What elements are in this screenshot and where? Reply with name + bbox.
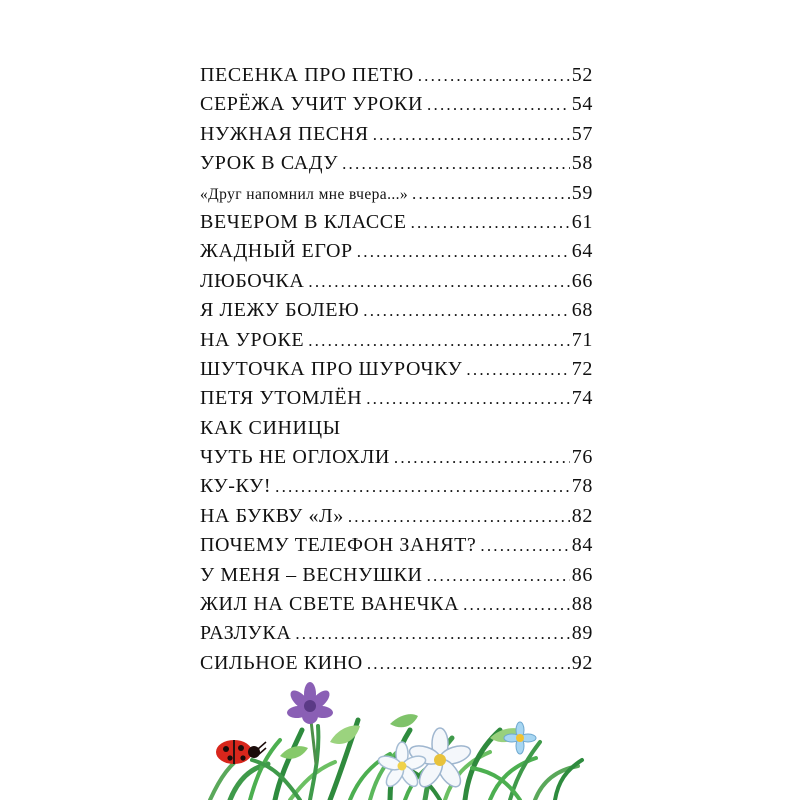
toc-entry-title: Я ЛЕЖУ БОЛЕЮ bbox=[200, 299, 360, 322]
toc-entry-page: 64 bbox=[571, 240, 593, 263]
toc-entry-title: ПОЧЕМУ ТЕЛЕФОН ЗАНЯТ? bbox=[200, 534, 477, 557]
toc-entry bbox=[200, 561, 593, 590]
toc-dot-leader bbox=[412, 179, 570, 208]
toc-entry-page: 78 bbox=[571, 475, 593, 498]
toc-entry bbox=[200, 120, 593, 149]
toc-entry-title: У МЕНЯ – ВЕСНУШКИ bbox=[200, 563, 423, 586]
toc-entry bbox=[200, 443, 593, 472]
toc-dot-leader bbox=[363, 296, 570, 325]
toc-dot-leader bbox=[308, 267, 569, 296]
toc-dot-leader bbox=[275, 472, 570, 501]
toc-entry bbox=[200, 296, 593, 325]
toc-entry bbox=[200, 502, 593, 531]
toc-entry-page: 72 bbox=[571, 357, 593, 380]
toc-entry-title: ЖАДНЫЙ ЕГОР bbox=[200, 240, 353, 263]
toc-entry-page: 58 bbox=[571, 152, 593, 175]
toc-entry-title: СИЛЬНОЕ КИНО bbox=[200, 651, 363, 674]
table-of-contents bbox=[200, 61, 593, 678]
toc-entry-title: СЕРЁЖА УЧИТ УРОКИ bbox=[200, 93, 424, 116]
toc-entry-title: «Друг напомнил мне вчера...» bbox=[200, 185, 409, 203]
toc-entry-title: НУЖНАЯ ПЕСНЯ bbox=[200, 122, 369, 145]
toc-entry bbox=[200, 267, 593, 296]
meadow-illustration bbox=[190, 668, 610, 800]
toc-entry-page: 76 bbox=[571, 446, 593, 469]
toc-dot-leader bbox=[411, 208, 570, 237]
toc-entry-page: 68 bbox=[571, 299, 593, 322]
toc-entry-page: 54 bbox=[571, 93, 593, 116]
toc-entry bbox=[200, 531, 593, 560]
toc-entry-title: ПЕТЯ УТОМЛЁН bbox=[200, 387, 363, 410]
toc-entry-title: ВЕЧЕРОМ В КЛАССЕ bbox=[200, 210, 407, 233]
toc-entry-title: НА УРОКЕ bbox=[200, 328, 305, 351]
toc-dot-leader bbox=[466, 355, 569, 384]
toc-entry-page: 52 bbox=[571, 64, 593, 86]
toc-entry-page: 71 bbox=[571, 328, 593, 351]
toc-entry-title: КАК СИНИЦЫ bbox=[200, 416, 341, 439]
toc-dot-leader bbox=[394, 443, 570, 472]
toc-entry-page: 57 bbox=[571, 122, 593, 145]
toc-entry bbox=[200, 61, 593, 90]
toc-entry-page: 86 bbox=[571, 563, 593, 586]
toc-dot-leader bbox=[342, 149, 570, 178]
toc-dot-leader bbox=[357, 237, 570, 266]
toc-dot-leader bbox=[418, 61, 570, 90]
toc-entry bbox=[200, 208, 593, 237]
toc-dot-leader bbox=[308, 326, 570, 355]
toc-entry-title: ЖИЛ НА СВЕТЕ ВАНЕЧКА bbox=[200, 593, 460, 616]
toc-entry-title: ПЕСЕНКА ПРО ПЕТЮ bbox=[200, 64, 414, 86]
blue-flower bbox=[504, 722, 536, 754]
toc-dot-leader bbox=[348, 502, 570, 531]
toc-dot-leader bbox=[366, 384, 570, 413]
toc-entry-page: 88 bbox=[571, 593, 593, 616]
toc-dot-leader bbox=[373, 120, 570, 149]
toc-entry-page: 89 bbox=[571, 622, 593, 645]
toc-entry-title: ЛЮБОЧКА bbox=[200, 269, 305, 292]
toc-entry-title: РАЗЛУКА bbox=[200, 622, 292, 645]
toc-entry bbox=[200, 619, 593, 648]
toc-entry bbox=[200, 472, 593, 501]
toc-entry-page: 84 bbox=[571, 534, 593, 557]
toc-entry-title: ЧУТЬ НЕ ОГЛОХЛИ bbox=[200, 446, 390, 469]
toc-entry bbox=[200, 326, 593, 355]
toc-dot-leader bbox=[463, 590, 570, 619]
toc-entry-title: УРОК В САДУ bbox=[200, 152, 339, 175]
toc-entry bbox=[200, 355, 593, 384]
toc-entry bbox=[200, 149, 593, 178]
toc-entry bbox=[200, 237, 593, 266]
toc-dot-leader bbox=[427, 90, 570, 119]
toc-entry-title: НА БУКВУ «Л» bbox=[200, 504, 344, 527]
toc-dot-leader bbox=[427, 561, 570, 590]
toc-entry bbox=[200, 179, 593, 208]
toc-entry bbox=[200, 590, 593, 619]
toc-entry-title: КУ-КУ! bbox=[200, 475, 272, 498]
toc-dot-leader bbox=[480, 531, 569, 560]
toc-entry-page: 74 bbox=[571, 387, 593, 410]
toc-entry bbox=[200, 384, 593, 413]
toc-entry bbox=[200, 90, 593, 119]
toc-entry-page: 92 bbox=[571, 651, 593, 674]
toc-entry bbox=[200, 414, 593, 443]
toc-entry-page: 82 bbox=[571, 504, 593, 527]
toc-entry-page: 61 bbox=[571, 210, 593, 233]
toc-dot-leader bbox=[295, 619, 569, 648]
toc-entry-page: 66 bbox=[571, 269, 593, 292]
toc-entry-title: ШУТОЧКА ПРО ШУРОЧКУ bbox=[200, 357, 463, 380]
toc-entry-page: 59 bbox=[571, 181, 593, 204]
